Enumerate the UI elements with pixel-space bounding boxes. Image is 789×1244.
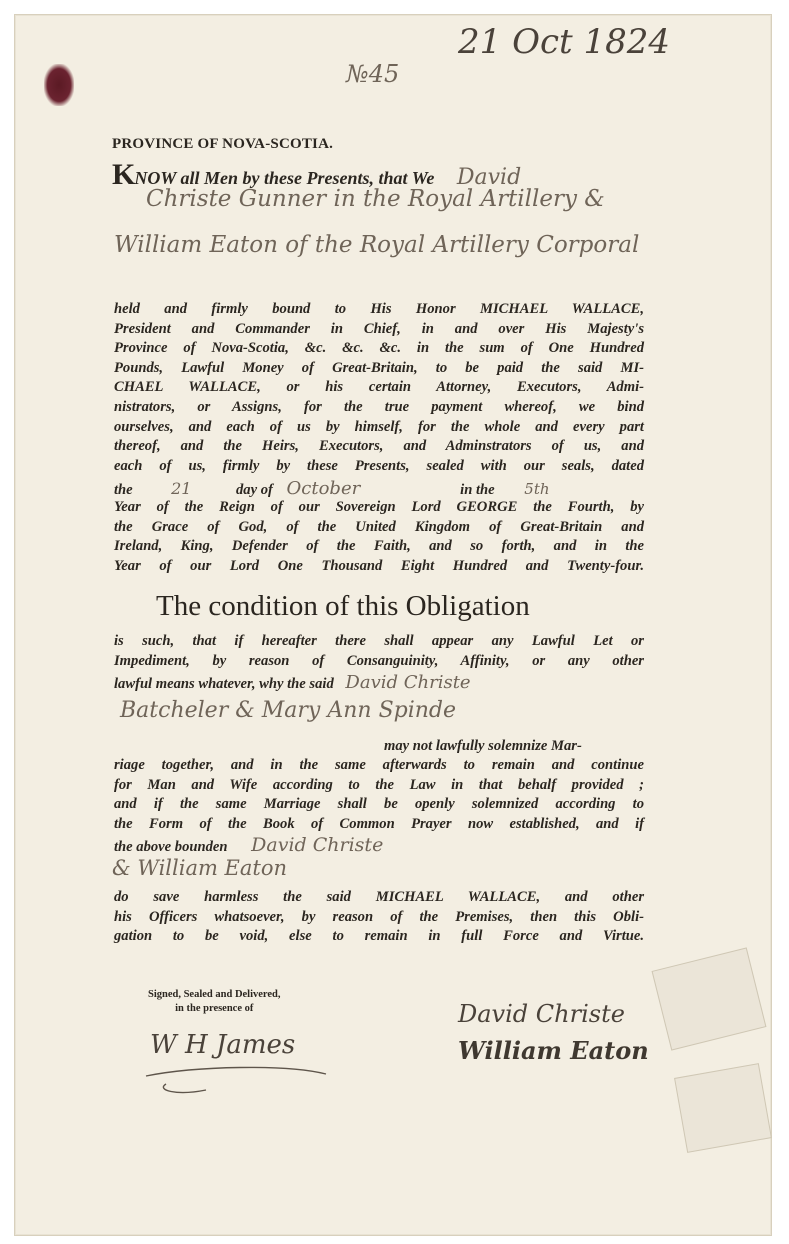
handwritten-groom: David Christe — [345, 672, 471, 693]
condition-text-line: is such, that if hereafter there shall appear any Lawful Let or — [114, 633, 644, 649]
condition-line-3 — [114, 672, 471, 693]
condition-title: The condition of this Obligation — [156, 590, 530, 622]
handwritten-couple: Batcheler & Mary Ann Spinde — [120, 698, 457, 723]
marriage-text-line: the Form of the Book of Common Prayer now established, and if — [114, 815, 644, 832]
handwritten-day: 21 — [171, 479, 192, 498]
witness-signature: W H James — [150, 1030, 296, 1060]
signed-sealed-label — [148, 988, 281, 1016]
marriage-text-line: riage together, and in the same afterwards to remain and continue — [114, 757, 644, 773]
bond-text-line: CHAEL WALLACE, or his certain Attorney, Executors, Admi- — [114, 379, 644, 396]
above-bounden-label: the above bounden — [114, 839, 228, 855]
bond-text-line: nistrators, or Assigns, for the true payment whereof, we bind — [114, 398, 644, 415]
marriage-paragraph — [114, 756, 644, 834]
wax-seal-stain — [44, 64, 74, 106]
province-heading: PROVINCE OF NOVA-SCOTIA. — [112, 136, 334, 152]
harmless-text-line: his Officers whatsoever, by reason of the Premises, then this Obli- — [114, 908, 644, 925]
bond-text-line: Province of Nova-Scotia, &c. &c. &c. in the sum of One Hundred — [114, 340, 644, 357]
reign-paragraph — [114, 498, 644, 576]
day-of-label: day of — [235, 482, 273, 498]
dated-line — [114, 478, 644, 499]
signed-label-line-2: in the presence of — [175, 1003, 254, 1014]
why-the-said-label: lawful means whatever, why the said — [114, 676, 334, 692]
signature-david-christe: David Christe — [458, 1000, 625, 1028]
handwritten-names-line-2: Christe Gunner in the Royal Artillery & — [146, 186, 605, 212]
signature-william-eaton: William Eaton — [458, 1036, 649, 1065]
bond-text-line: held and firmly bound to His Honor MICHAEL WALLACE, — [114, 301, 644, 317]
bond-text-line: ourselves, and each of us by himself, for the whole and every part — [114, 418, 644, 435]
bond-text-line: each of us, firmly by these Presents, sealed with our seals, dated — [114, 457, 644, 474]
reign-text-line: Year of the Reign of our Sovereign Lord GEORGE the Fourth, by — [114, 499, 644, 515]
bond-text-line: Pounds, Lawful Money of Great-Britain, to be paid the said MI- — [114, 359, 644, 376]
bond-paragraph — [114, 300, 644, 476]
marriage-first-line: may not lawfully solemnize Mar- — [384, 738, 582, 754]
dated-the-label: the — [114, 482, 133, 498]
signed-label-line-1: Signed, Sealed and Delivered, — [148, 989, 281, 1000]
paper-seal-wafer-2 — [674, 1063, 772, 1153]
document-number-mark: №45 — [346, 60, 400, 88]
drop-capital: K — [112, 158, 135, 191]
handwritten-reign-year: 5th — [524, 480, 550, 498]
condition-text-line: Impediment, by reason of Consanguinity, Affinity, or any other — [114, 652, 644, 669]
handwritten-names-line-3: William Eaton of the Royal Artillery Corporal — [114, 232, 640, 258]
reign-text-line: Ireland, King, Defender of the Faith, and so forth, and in the — [114, 538, 644, 555]
handwritten-name-david: David — [456, 165, 522, 190]
know-text: NOW all Men by these Presents, that We — [134, 168, 435, 188]
marriage-text-line: for Man and Wife according to the Law in that behalf provided ; — [114, 776, 644, 793]
handwritten-date-note: 21 Oct 1824 — [458, 22, 670, 62]
harmless-text-line: gation to be void, else to remain in full Force and Virtue. — [114, 928, 644, 945]
in-the-label: in the — [460, 482, 495, 498]
handwritten-bounden-2: & William Eaton — [112, 856, 288, 880]
bond-text-line: President and Commander in Chief, in and over His Majesty's — [114, 320, 644, 337]
handwritten-month: October — [286, 478, 361, 499]
reign-text-line: the Grace of God, of the United Kingdom of Great-Britain and — [114, 518, 644, 535]
harmless-paragraph — [114, 888, 644, 947]
handwritten-bounden: David Christe — [251, 834, 384, 856]
bounden-line — [114, 834, 383, 856]
condition-paragraph — [114, 632, 644, 671]
reign-text-line: Year of our Lord One Thousand Eight Hundred and Twenty-four. — [114, 557, 644, 574]
bond-text-line: thereof, and the Heirs, Executors, and Adminstrators of us, and — [114, 438, 644, 455]
harmless-text-line: do save harmless the said MICHAEL WALLACE, and other — [114, 889, 644, 905]
witness-flourish — [136, 1056, 336, 1096]
marriage-text-line: and if the same Marriage shall be openly solemnized according to — [114, 796, 644, 813]
